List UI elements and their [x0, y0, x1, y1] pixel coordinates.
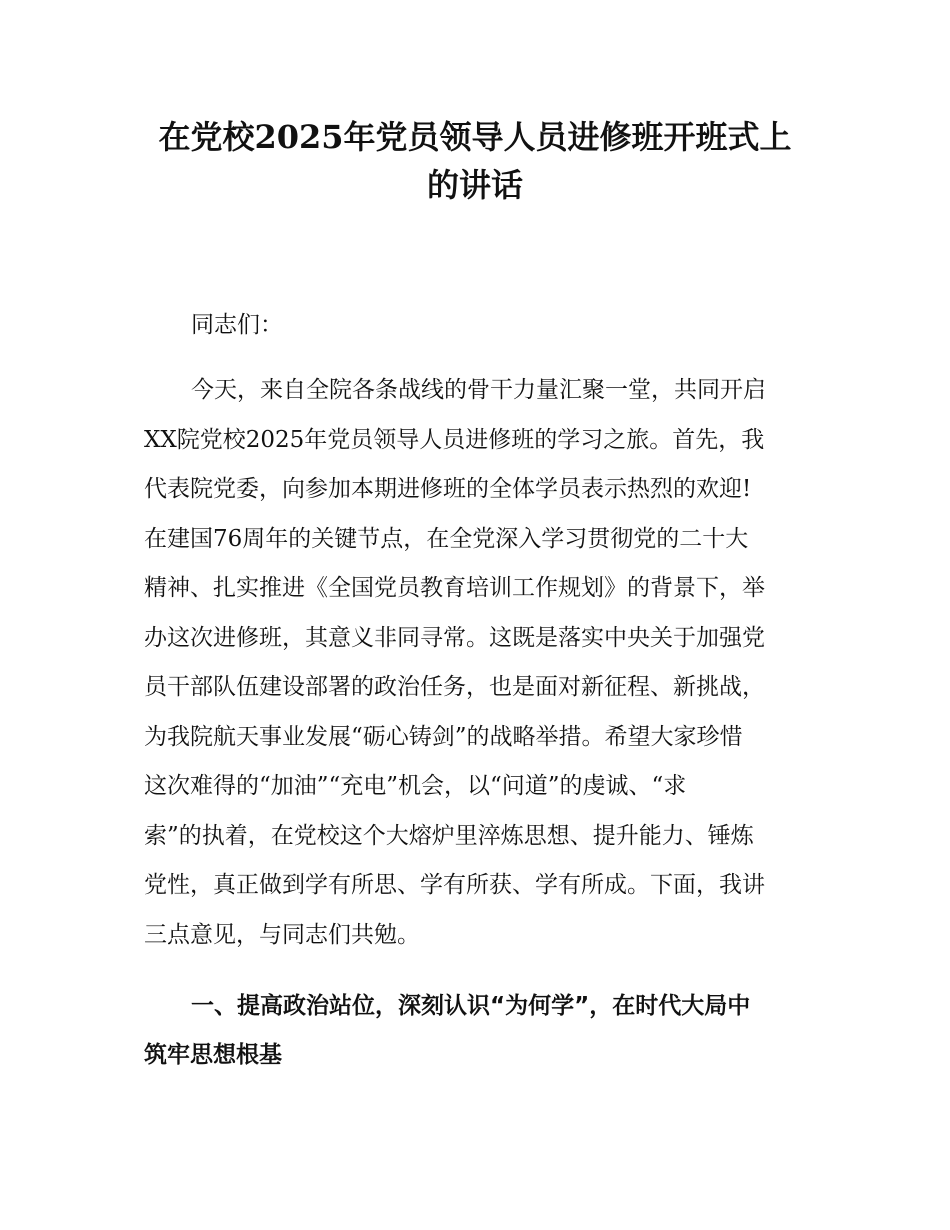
section-heading-line: 一、提高政治站位，深刻认识“为何学”，在时代大局中: [191, 993, 751, 1019]
title-line-2: 的讲话: [426, 166, 523, 204]
paragraph-line: 这次难得的“加油”“充电”机会，以“问道”的虔诚、“求: [144, 773, 687, 799]
paragraph-line: 今天，来自全院各条战线的骨干力量汇聚一堂，共同开启: [191, 377, 766, 403]
paragraph-line: XX院党校2025年党员领导人员进修班的学习之旅。首先，我: [144, 426, 765, 453]
paragraph-line: 三点意见，与同志们共勉。: [144, 921, 420, 948]
title-line-1: 在党校2025年党员领导人员进修班开班式上: [158, 118, 792, 156]
document-title: [120, 113, 830, 209]
salutation: 同志们：: [191, 312, 283, 338]
opening-paragraph: [144, 370, 810, 964]
section-heading-line: 筑牢思想根基: [144, 1042, 282, 1068]
paragraph-line: 员干部队伍建设部署的政治任务，也是面对新征程、新挑战，: [144, 674, 765, 700]
paragraph-line: 代表院党委，向参加本期进修班的全体学员表示热烈的欢迎!: [144, 476, 752, 502]
paragraph-line: 索”的执着，在党校这个大熔炉里淬炼思想、提升能力、锤炼: [144, 822, 754, 849]
paragraph-line: 精神、扎实推进《全国党员教育培训工作规划》的背景下，举: [144, 575, 765, 601]
section-heading: [144, 986, 814, 1084]
paragraph-line: 为我院航天事业发展“砺心铸剑”的战略举措。希望大家珍惜: [144, 723, 743, 750]
paragraph-line: 在建国76周年的关键节点，在全党深入学习贯彻党的二十大: [144, 525, 749, 552]
paragraph-line: 办这次进修班，其意义非同寻常。这既是落实中央关于加强党: [144, 624, 765, 651]
paragraph-line: 党性，真正做到学有所思、学有所获、学有所成。下面，我讲: [144, 872, 765, 898]
